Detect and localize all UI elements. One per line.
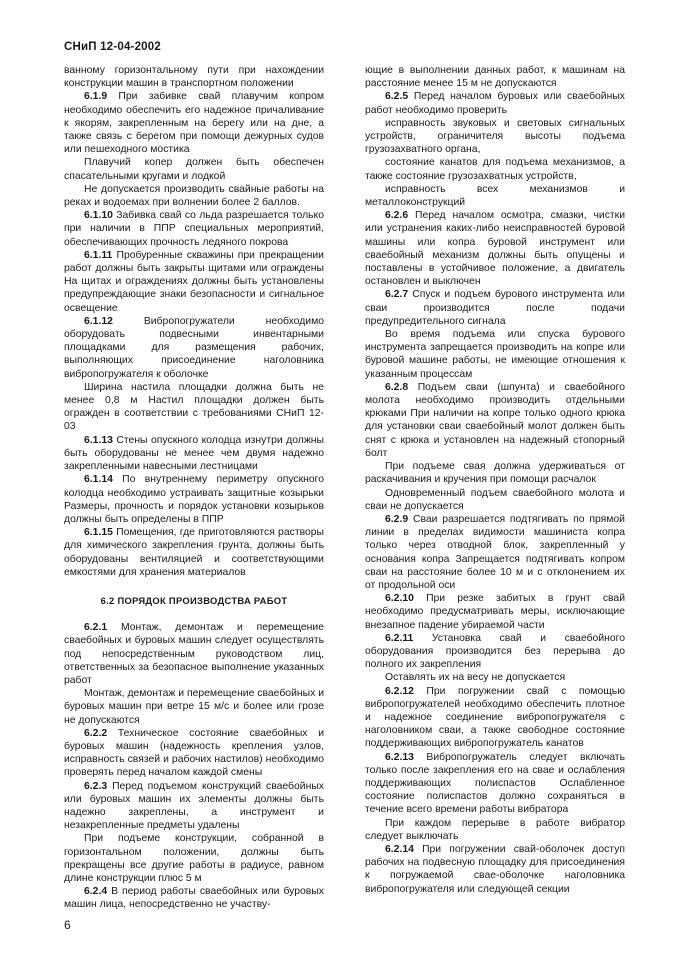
paragraph [64,209,324,249]
paragraph [64,687,324,727]
paragraph-text: При погружении свай-оболочек доступ рабочих на подвесную площадку для присоединения к погружаемой сваe-оболочке наголовника вибропогружателя или следующей секции [365,843,625,895]
paragraph [64,156,324,182]
paragraph [64,526,324,579]
clause-number: 6.2.6 [385,210,409,222]
paragraph-text: Пробуренные скважины при прекращении работ должны быть закрыты щитами или ограждены На щитах и ограждениях должны быть установлены предупреждающие знаки безопасности и сигнальное освещение [64,249,324,314]
clause-number: 6.2.7 [385,289,409,301]
paragraph-text: Подъем сваи (шпунта) и сваебойного молота необходимо производить отдельными крюками При наличии на копре только одного крюка для установки сваи сваебойный молот должен быть снят с крюка и установлен на надежный стопорный болт [365,381,625,459]
paragraph [365,592,625,632]
paragraph-text: По внутреннему периметру опускного колодца необходимо устраивать защитные козырьки Размеры, прочность и порядок установки козырьков должны быть определены в ППР [64,474,324,525]
clause-number: 6.1.13 [84,434,113,446]
clause-number: 6.2.8 [385,381,409,393]
paragraph [64,90,324,156]
left-column [64,64,324,912]
paragraph [365,156,625,182]
paragraph [365,288,625,328]
clause-number: 6.2.5 [385,91,409,103]
paragraph-text: исправность всех механизмов и металлоконструкций [365,183,625,209]
clause-number: 6.2.11 [385,632,414,644]
paragraph-text: При подъеме конструкции, собранной в горизонтальном положении, должны быть прекращены все другие работы в радиусе, равном длине конструкции плюс 5 м [64,833,324,884]
clause-number: 6.2.3 [84,780,108,792]
paragraph [365,381,625,460]
paragraph [365,183,625,209]
clause-number: 6.2.2 [84,727,108,739]
paragraph-text: Плавучий копер должен быть обеспечен спасательными кругами и лодкой [64,157,324,182]
paragraph-text: Установка свай и сваебойного оборудования производится без перерыва до полного их закрепления [365,632,625,671]
paragraph-text: Ширина настила площадки должна быть не менее 0,8 м Настил площадки должен быть огражден в соответствии с требованиями СНиП 12-03 [64,381,324,433]
page-number: 6 [64,918,71,932]
paragraph [365,64,625,90]
left-bottom-block [64,621,324,911]
paragraph [64,885,324,911]
paragraph-text: При резке забитых в грунт свай необходимо предусматривать меры, исключающие внезапное падение убираемой части [365,593,626,631]
paragraph-text: Сваи разрешается подтягивать по прямой линии в пределах видимости машиниста копра только через отводной блок, закрепленный у основания копра Запрещается подтягивать копром сваи на расстояние более 10 м и с отклонением их от продольной оси [365,513,625,591]
clause-number: 6.2.13 [385,751,414,763]
paragraph-text: Помещения, где приготовляются растворы для химического закрепления грунта, должны быть оборудованы вентиляцией и соответствующими емкостями для хранения материалов [64,527,325,578]
clause-number: 6.1.9 [84,91,108,103]
paragraph [64,381,324,434]
document-code: СНиП 12-04-2002 [64,41,161,53]
paragraph-text: состояние канатов для подъема механизмов, а также состояние грузозахватных устройств, [365,157,625,182]
paragraph-text: При каждом перерыве в работе вибратор следует выключать [365,817,625,842]
paragraph [365,328,625,381]
paragraph [365,685,625,751]
paragraph-text: Монтаж, демонтаж и перемещение сваебойных и буровых машин следует осуществлять под непосредственным руководством лиц, ответственных за безопасное выполнение указанных работ [64,622,324,686]
paragraph [365,90,625,116]
paragraph [365,117,625,157]
clause-number: 6.2.1 [84,622,108,634]
paragraph-text: Перед началом буровых или сваебойных работ необходимо проверить [365,91,625,116]
paragraph-text: Одновременный подъем сваебойного молота и сваи не допускается [365,487,625,512]
paragraph [64,434,324,474]
paragraph-text: исправность звуковых и световых сигнальных устройств, ограничителя высоты подъема грузозахватного органа, [365,117,625,156]
right-column [365,64,625,896]
clause-number: 6.2.9 [385,513,409,525]
paragraph-text: Оставлять их на весу не допускается [385,672,566,684]
paragraph [64,249,324,315]
paragraph-text: Перед подъемом конструкций сваебойных или буровых машин их элементы должны быть надежно закреплены, а инструмент и незакрепленные предметы удалены [64,780,324,832]
section-title: 6.2 ПОРЯДОК ПРОИЗВОДСТВА РАБОТ [100,594,288,606]
paragraph-text: Техническое состояние сваебойных и буровых машин (надежность крепления узлов, исправность связей и рабочих настилов) необходимо проверять перед началом каждой смены [64,727,324,779]
left-top-block [64,64,324,579]
paragraph-text: При забивке свай плавучим копром необходимо обеспечить его надежное причаливание к якорям, закрепленным на берегу или на дне, а также связь с берегом при помощи дежурных судов или пешеходного мостика [64,91,324,156]
paragraph [64,780,324,833]
paragraph-text: В период работы сваебойных или буровых машин лица, непосредственно не участву- [64,886,324,911]
paragraph [365,751,625,817]
paragraph-text: Монтаж, демонтаж и перемещение сваебойных и буровых машин при ветре 15 м/с и более или грозе не допускаются [64,688,324,726]
paragraph [64,621,324,687]
paragraph-text: Вибропогружатель следует включать только после закрепления его на свае и ослабления поддерживающих полиспастов Ослабленное состояние полиспастов должно сохраняться в течение всего времени работы вибратора [365,751,625,816]
paragraph [365,843,625,896]
paragraph [365,817,625,843]
paragraph-text: Во время подъема или спуска бурового инструмента запрещается производить на копре или буровой машине работы, не имеющие отношения к указанным процессам [365,329,625,380]
paragraph [64,473,324,526]
clause-number: 6.2.10 [385,593,414,605]
paragraph [64,183,324,209]
right-block [365,64,625,896]
paragraph-text: ванному горизонтальному пути при нахождении конструкции машин в транспортном положении [64,65,324,90]
clause-number: 6.1.12 [84,315,113,327]
paragraph [64,832,324,885]
clause-number: 6.1.11 [84,249,113,261]
clause-number: 6.1.14 [84,474,113,486]
paragraph [365,513,625,592]
paragraph-text: Забивка свай со льда разрешается только при наличии в ППР специальных мероприятий, обеспечивающих прочность ледяного покрова [64,210,324,248]
clause-number: 6.2.12 [385,685,414,697]
clause-number: 6.1.10 [84,210,113,222]
paragraph-text: При подъеме свая должна удерживаться от раскачивания и кручения при помощи расчалок [365,461,625,486]
clause-number: 6.2.4 [84,886,108,898]
paragraph [365,487,625,513]
clause-number: 6.2.14 [385,843,414,855]
paragraph-text: ющие в выполнении данных работ, к машинам на расстояние менее 15 м не допускаются [365,65,625,90]
paragraph [365,671,625,684]
paragraph [64,727,324,780]
paragraph [365,209,625,288]
paragraph-text: Спуск и подъем бурового инструмента или сваи производится после подачи предупредительного сигнала [365,289,625,327]
paragraph-text: Стены опускного колодца изнутри должны быть оборудованы не менее чем двумя надежно закрепленными навесными лестницами [64,434,324,473]
paragraph [365,632,625,672]
paragraph [64,315,324,381]
paragraph [365,460,625,486]
paragraph-text: При погружении свай с помощью вибропогружателей необходимо обеспечить плотное и надежное соединение вибропогружателя с наголовником сваи, а также свободное состояние поддерживающих вибропогружатель канатов [365,685,625,750]
paragraph-text: Не допускается производить свайные работы на реках и водоемах при волнении более 2 баллов. [64,183,324,209]
clause-number: 6.1.15 [84,527,113,539]
paragraph-text: Перед началом осмотра, смазки, чистки или устранения каких-либо неисправностей буровой машины или копра буровой инструмент или сваебойный механизм должны быть опущены и поставлены в устойчивое положение, а двигатель остановлен и выключен [365,210,625,288]
paragraph [64,64,324,90]
paragraph-text: Вибропогружатели необходимо оборудовать подвесными инвентарными площадками для размещения рабочих, выполняющих присоединение наголовника вибропогружателя к оболочке [64,315,324,380]
